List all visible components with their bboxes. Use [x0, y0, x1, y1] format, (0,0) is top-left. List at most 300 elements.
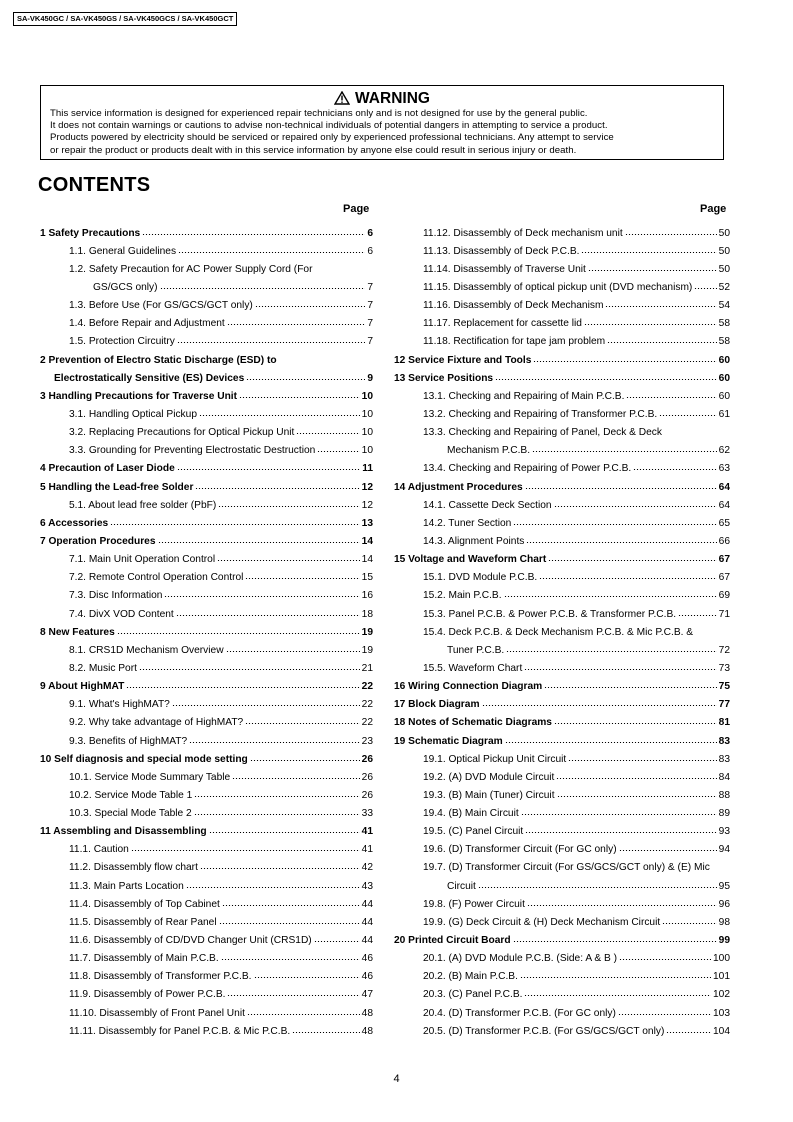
toc-entry-title: 11.16. Disassembly of Deck Mechanism	[423, 300, 604, 312]
toc-entry[interactable]	[40, 859, 373, 877]
toc-entry[interactable]	[394, 732, 730, 750]
dot-leader	[554, 723, 717, 724]
toc-entry[interactable]	[394, 968, 730, 986]
dot-leader	[520, 977, 711, 978]
dot-leader	[110, 524, 360, 525]
toc-entry[interactable]	[40, 968, 373, 986]
warning-box	[40, 85, 724, 160]
toc-entry-page: 14	[361, 554, 373, 566]
toc-entry[interactable]	[40, 1004, 373, 1022]
toc-entry-title: 5 Handling the Lead-free Solder	[40, 481, 194, 493]
toc-entry[interactable]	[394, 805, 730, 823]
toc-entry-page: 7	[367, 300, 373, 312]
toc-entry[interactable]	[40, 605, 373, 623]
toc-entry-page: 10	[361, 445, 373, 457]
toc-entry-title: 6 Accessories	[40, 517, 109, 529]
toc-entry-page: 89	[718, 808, 730, 820]
dot-leader	[317, 451, 359, 452]
dot-leader	[618, 1014, 711, 1015]
dot-leader	[164, 596, 359, 597]
toc-entry-title: 3.1. Handling Optical Pickup	[69, 408, 197, 420]
toc-entry[interactable]	[394, 460, 730, 478]
toc-entry[interactable]	[40, 587, 373, 605]
toc-entry[interactable]	[40, 696, 373, 714]
toc-entry[interactable]	[394, 224, 730, 242]
toc-entry-title: 15.1. DVD Module P.C.B.	[423, 572, 538, 584]
toc-entry-title: 1.1. General Guidelines	[69, 245, 177, 257]
dot-leader	[227, 324, 366, 325]
toc-entry[interactable]	[394, 551, 730, 569]
toc-entry[interactable]	[40, 877, 373, 895]
toc-entry-title: 19 Schematic Diagram	[394, 735, 503, 747]
toc-entry-title: Tuner P.C.B.	[447, 644, 505, 656]
toc-entry[interactable]	[394, 986, 730, 1004]
toc-entry-page: 61	[718, 408, 730, 420]
toc-entry[interactable]	[394, 424, 730, 442]
dot-leader	[199, 415, 360, 416]
toc-entry-title: 11.6. Disassembly of CD/DVD Changer Unit (CRS1D)	[69, 935, 312, 947]
toc-entry[interactable]	[40, 569, 373, 587]
contents-title: CONTENTS	[38, 174, 151, 196]
toc-entry-page: 18	[361, 608, 373, 620]
dot-leader	[186, 887, 360, 888]
toc-entry-page: 64	[718, 481, 730, 493]
toc-entry-title: 5.1. About lead free solder (PbF)	[69, 499, 217, 511]
dot-leader	[200, 868, 360, 869]
toc-entry-title: 20.2. (B) Main P.C.B.	[423, 971, 518, 983]
toc-entry[interactable]	[40, 424, 373, 442]
dot-leader	[195, 488, 359, 489]
dot-leader	[194, 814, 360, 815]
toc-entry[interactable]	[40, 297, 373, 315]
toc-entry-title: 13.4. Checking and Repairing of Power P.C.B.	[423, 463, 632, 475]
toc-entry-title: 15 Voltage and Waveform Chart	[394, 554, 547, 566]
toc-entry-page: 65	[718, 517, 730, 529]
dot-leader	[633, 469, 716, 470]
toc-entry-title: 19.8. (F) Power Circuit	[423, 898, 525, 910]
toc-entry[interactable]	[394, 750, 730, 768]
dot-leader	[625, 234, 717, 235]
toc-entry-title: 1.3. Before Use (For GS/GCS/GCT only)	[69, 300, 253, 312]
toc-entry[interactable]	[394, 605, 730, 623]
page-column-label-left: Page	[343, 203, 370, 215]
dot-leader	[482, 705, 717, 706]
toc-entry-title: 11.1. Caution	[69, 844, 129, 856]
toc-entry[interactable]	[40, 986, 373, 1004]
toc-entry-page: 75	[718, 681, 730, 693]
toc-entry[interactable]	[394, 442, 730, 460]
toc-entry-title: 9.1. What's HighMAT?	[69, 699, 170, 711]
toc-entry[interactable]	[40, 714, 373, 732]
dot-leader	[662, 923, 716, 924]
toc-entry[interactable]	[40, 532, 373, 550]
toc-entry[interactable]	[394, 823, 730, 841]
dot-leader	[177, 342, 365, 343]
toc-entry-title: 14.1. Cassette Deck Section	[423, 499, 552, 511]
toc-entry-title: 11.5. Disassembly of Rear Panel	[69, 916, 217, 928]
toc-entry-page: 83	[718, 753, 730, 765]
toc-entry-page: 11	[362, 463, 373, 475]
toc-entry[interactable]	[394, 514, 730, 532]
dot-leader	[556, 778, 716, 779]
toc-entry-page: 88	[718, 789, 730, 801]
toc-entry-page: 60	[718, 390, 730, 402]
toc-entry[interactable]	[394, 260, 730, 278]
toc-entry-page: 46	[361, 953, 373, 965]
toc-entry-title: 11 Assembling and Disassembling	[40, 826, 207, 838]
dot-leader	[160, 288, 366, 289]
dot-leader	[505, 742, 717, 743]
toc-entry[interactable]	[394, 242, 730, 260]
toc-entry[interactable]	[394, 859, 730, 877]
toc-entry-title: 15.4. Deck P.C.B. & Deck Mechanism P.C.B. & Mic P.C.B. &	[423, 626, 694, 638]
toc-entry[interactable]	[40, 786, 373, 804]
toc-entry[interactable]	[394, 877, 730, 895]
dot-leader	[626, 397, 716, 398]
toc-entry[interactable]	[40, 750, 373, 768]
toc-entry[interactable]	[40, 405, 373, 423]
toc-entry-page: 100	[713, 953, 730, 965]
toc-entry-title: 7.3. Disc Information	[69, 590, 163, 602]
toc-entry-page: 77	[718, 699, 730, 711]
toc-entry-title: 4 Precaution of Laser Diode	[40, 463, 175, 475]
toc-entry-title: 15.2. Main P.C.B.	[423, 590, 502, 602]
toc-entry[interactable]	[40, 278, 373, 296]
toc-entry-page: 94	[718, 844, 730, 856]
dot-leader	[219, 923, 360, 924]
toc-entry-page: 81	[718, 717, 730, 729]
toc-entry-page: 63	[718, 463, 730, 475]
toc-entry[interactable]	[394, 369, 730, 387]
toc-entry[interactable]	[394, 387, 730, 405]
toc-entry-page: 66	[718, 535, 730, 547]
toc-entry-title: 10.2. Service Mode Table 1	[69, 789, 193, 801]
dot-leader	[525, 832, 716, 833]
toc-entry-title: 1.2. Safety Precaution for AC Power Supply Cord (For	[69, 263, 313, 275]
dot-leader	[239, 397, 360, 398]
dot-leader	[548, 560, 716, 561]
toc-entry-title: 11.3. Main Parts Location	[69, 880, 184, 892]
dot-leader	[254, 977, 360, 978]
toc-entry-title: 10.1. Service Mode Summary Table	[69, 771, 231, 783]
toc-entry-title: 19.4. (B) Main Circuit	[423, 808, 519, 820]
toc-column-right	[394, 224, 730, 1040]
toc-entry-title: 11.17. Replacement for cassette lid	[423, 318, 582, 330]
toc-entry[interactable]	[394, 659, 730, 677]
toc-entry-title: 11.15. Disassembly of optical pickup unit (DVD mechanism)	[423, 281, 693, 293]
warning-title	[41, 89, 723, 108]
dot-leader	[694, 288, 716, 289]
toc-entry[interactable]	[40, 678, 373, 696]
toc-entry-title: 17 Block Diagram	[394, 699, 480, 711]
toc-entry-page: 50	[718, 227, 730, 239]
toc-entry-page: 50	[718, 245, 730, 257]
toc-entry[interactable]	[394, 278, 730, 296]
dot-leader	[158, 542, 360, 543]
toc-entry-title: 20.5. (D) Transformer P.C.B. (For GS/GCS/GCT only)	[423, 1025, 665, 1037]
toc-entry[interactable]	[394, 1004, 730, 1022]
toc-entry-title: 20.4. (D) Transformer P.C.B. (For GC only)	[423, 1007, 616, 1019]
toc-entry-page: 23	[361, 735, 373, 747]
dot-leader	[619, 850, 717, 851]
toc-entry-page: 93	[718, 826, 730, 838]
toc-entry-page: 22	[361, 681, 373, 693]
toc-entry[interactable]	[40, 514, 373, 532]
toc-entry[interactable]	[394, 297, 730, 315]
toc-entry-title: 12 Service Fixture and Tools	[394, 354, 532, 366]
dot-leader	[227, 995, 359, 996]
toc-entry[interactable]	[394, 532, 730, 550]
toc-entry[interactable]	[40, 333, 373, 351]
dot-leader	[245, 723, 359, 724]
toc-entry[interactable]	[394, 714, 730, 732]
dot-leader	[178, 252, 365, 253]
toc-entry[interactable]	[394, 1022, 730, 1040]
toc-entry[interactable]	[40, 913, 373, 931]
dot-leader	[246, 379, 365, 380]
toc-entry-page: 26	[361, 753, 373, 765]
toc-entry-title: Mechanism P.C.B.	[447, 445, 531, 457]
dot-leader	[245, 578, 359, 579]
toc-entry[interactable]	[394, 931, 730, 949]
dot-leader	[584, 324, 717, 325]
toc-entry-title: 19.6. (D) Transformer Circuit (For GC only)	[423, 844, 617, 856]
toc-entry-title: 7 Operation Procedures	[40, 535, 156, 547]
warning-line: or repair the product or products dealt with in this service information by anyone else could result in serious injury or death.	[50, 144, 577, 156]
dot-leader	[189, 742, 360, 743]
dot-leader	[217, 560, 360, 561]
toc-entry[interactable]	[40, 478, 373, 496]
dot-leader	[513, 941, 717, 942]
dot-leader	[296, 433, 359, 434]
toc-entry-title: 20.1. (A) DVD Module P.C.B. (Side: A & B )	[423, 953, 618, 965]
toc-entry-page: 95	[718, 880, 730, 892]
toc-entry[interactable]	[394, 678, 730, 696]
toc-entry[interactable]	[40, 369, 373, 387]
toc-entry-page: 60	[718, 354, 730, 366]
toc-entry-page: 41	[361, 844, 373, 856]
toc-entry[interactable]	[40, 805, 373, 823]
dot-leader	[527, 905, 717, 906]
toc-entry[interactable]	[40, 387, 373, 405]
toc-entry[interactable]	[394, 569, 730, 587]
toc-entry-page: 33	[361, 808, 373, 820]
toc-entry-title: 11.8. Disassembly of Transformer P.C.B.	[69, 971, 252, 983]
toc-entry-title: 11.11. Disassembly for Panel P.C.B. & Mic P.C.B.	[69, 1025, 291, 1037]
toc-entry-page: 104	[713, 1025, 730, 1037]
toc-entry-page: 26	[361, 771, 373, 783]
dot-leader	[554, 506, 717, 507]
dot-leader	[524, 669, 716, 670]
dot-leader	[532, 451, 717, 452]
toc-entry-page: 58	[718, 336, 730, 348]
toc-entry[interactable]	[40, 551, 373, 569]
dot-leader	[142, 234, 365, 235]
toc-entry-title: 3.2. Replacing Precautions for Optical Pickup Unit	[69, 427, 295, 439]
toc-entry-title: 7.1. Main Unit Operation Control	[69, 554, 216, 566]
warning-triangle-icon	[334, 91, 350, 105]
toc-entry-title: GS/GCS only)	[93, 281, 158, 293]
dot-leader	[221, 959, 360, 960]
dot-leader	[218, 506, 359, 507]
dot-leader	[250, 760, 360, 761]
toc-entry[interactable]	[40, 895, 373, 913]
dot-leader	[314, 941, 360, 942]
toc-entry[interactable]	[394, 333, 730, 351]
toc-entry-page: 58	[718, 318, 730, 330]
dot-leader	[588, 270, 717, 271]
toc-entry[interactable]	[394, 696, 730, 714]
toc-entry[interactable]	[40, 823, 373, 841]
toc-entry-title: 11.14. Disassembly of Traverse Unit	[423, 263, 586, 275]
toc-entry[interactable]	[40, 1022, 373, 1040]
toc-entry[interactable]	[40, 496, 373, 514]
dot-leader	[533, 361, 716, 362]
toc-entry-page: 67	[718, 554, 730, 566]
toc-entry-title: 9 About HighMAT	[40, 681, 125, 693]
toc-entry-title: 14 Adjustment Procedures	[394, 481, 523, 493]
toc-entry-page: 12	[361, 499, 373, 511]
toc-entry-title: 14.2. Tuner Section	[423, 517, 512, 529]
toc-entry-page: 9	[367, 372, 373, 384]
toc-entry-title: 7.2. Remote Control Operation Control	[69, 572, 244, 584]
toc-entry-page: 19	[361, 626, 373, 638]
dot-leader	[539, 578, 716, 579]
toc-entry[interactable]	[40, 931, 373, 949]
toc-entry-page: 69	[718, 590, 730, 602]
toc-entry-page: 71	[718, 608, 730, 620]
toc-entry-title: 19.3. (B) Main (Tuner) Circuit	[423, 789, 555, 801]
dot-leader	[194, 796, 359, 797]
toc-entry-page: 10	[361, 427, 373, 439]
toc-entry[interactable]	[394, 315, 730, 333]
toc-entry[interactable]	[394, 786, 730, 804]
warning-line: This service information is designed for experienced repair technicians only and is not designed for use by the general public.	[50, 108, 588, 119]
toc-entry-page: 48	[361, 1025, 373, 1037]
toc-entry-page: 96	[718, 898, 730, 910]
dot-leader	[117, 633, 360, 634]
toc-entry[interactable]	[394, 405, 730, 423]
toc-entry-title: 16 Wiring Connection Diagram	[394, 681, 543, 693]
toc-entry-title: 13 Service Positions	[394, 372, 494, 384]
toc-entry-page: 7	[367, 318, 373, 330]
toc-entry[interactable]	[394, 496, 730, 514]
toc-entry-page: 84	[718, 771, 730, 783]
toc-entry[interactable]	[40, 460, 373, 478]
toc-entry-title: 11.12. Disassembly of Deck mechanism unit	[423, 227, 623, 239]
toc-entry-title: Electrostatically Sensitive (ES) Devices	[54, 372, 245, 384]
dot-leader	[619, 959, 711, 960]
dot-leader	[581, 252, 716, 253]
dot-leader	[222, 905, 360, 906]
toc-entry[interactable]	[40, 659, 373, 677]
toc-entry[interactable]	[394, 351, 730, 369]
toc-entry-title: Circuit	[447, 880, 476, 892]
toc-entry-title: 7.4. DivX VOD Content	[69, 608, 174, 620]
toc-entry-page: 26	[361, 789, 373, 801]
toc-entry[interactable]	[394, 950, 730, 968]
toc-entry[interactable]	[394, 841, 730, 859]
toc-entry-title: 13.1. Checking and Repairing of Main P.C.B.	[423, 390, 625, 402]
toc-entry-title: 19.7. (D) Transformer Circuit (For GS/GCS/GCT only) & (E) Mic	[423, 862, 710, 874]
toc-entry-title: 10 Self diagnosis and special mode setting	[40, 753, 248, 765]
toc-entry[interactable]	[40, 351, 373, 369]
toc-entry[interactable]	[40, 950, 373, 968]
toc-entry-page: 48	[361, 1007, 373, 1019]
toc-entry-page: 41	[361, 826, 373, 838]
toc-entry-page: 103	[713, 1007, 730, 1019]
toc-entry-title: 13.2. Checking and Repairing of Transformer P.C.B.	[423, 408, 658, 420]
dot-leader	[524, 995, 711, 996]
toc-entry[interactable]	[394, 623, 730, 641]
toc-entry-title: 9.2. Why take advantage of HighMAT?	[69, 717, 244, 729]
toc-entry[interactable]	[394, 895, 730, 913]
toc-entry[interactable]	[40, 224, 373, 242]
toc-entry[interactable]	[40, 315, 373, 333]
toc-entry[interactable]	[40, 260, 373, 278]
toc-entry-page: 7	[367, 336, 373, 348]
toc-entry[interactable]	[40, 442, 373, 460]
dot-leader	[226, 651, 360, 652]
toc-entry[interactable]	[40, 623, 373, 641]
toc-entry-title: 19.1. Optical Pickup Unit Circuit	[423, 753, 567, 765]
toc-entry[interactable]	[40, 242, 373, 260]
toc-entry-title: 14.3. Alignment Points	[423, 535, 525, 547]
dot-leader	[478, 887, 717, 888]
warning-title-text: WARNING	[355, 90, 430, 107]
toc-entry[interactable]	[394, 768, 730, 786]
toc-entry-title: 13.3. Checking and Repairing of Panel, Deck & Deck	[423, 427, 662, 439]
dot-leader	[126, 687, 359, 688]
toc-entry-page: 44	[361, 898, 373, 910]
toc-entry-page: 19	[361, 644, 373, 656]
toc-entry-title: 19.2. (A) DVD Module Circuit	[423, 771, 555, 783]
toc-entry[interactable]	[394, 587, 730, 605]
dot-leader	[247, 1014, 360, 1015]
toc-entry[interactable]	[40, 732, 373, 750]
warning-line: It does not contain warnings or cautions to advise non-technical individuals of potential dangers in attempting to service a product.	[50, 120, 608, 132]
dot-leader	[292, 1032, 359, 1033]
toc-entry-title: 3 Handling Precautions for Traverse Unit	[40, 390, 238, 402]
toc-entry[interactable]	[394, 478, 730, 496]
page-column-label-right: Page	[700, 203, 727, 215]
toc-entry-page: 98	[718, 916, 730, 928]
dot-leader	[504, 596, 717, 597]
toc-entry[interactable]	[40, 841, 373, 859]
dot-leader	[172, 705, 360, 706]
toc-entry[interactable]	[394, 641, 730, 659]
toc-entry-title: 10.3. Special Mode Table 2	[69, 808, 192, 820]
toc-entry-title: 11.13. Disassembly of Deck P.C.B.	[423, 245, 580, 257]
toc-entry-page: 72	[718, 644, 730, 656]
dot-leader	[209, 832, 360, 833]
toc-entry-page: 46	[361, 971, 373, 983]
toc-entry-page: 43	[361, 880, 373, 892]
dot-leader	[666, 1032, 711, 1033]
toc-entry-page: 47	[361, 989, 373, 1001]
toc-entry-title: 20.3. (C) Panel P.C.B.	[423, 989, 523, 1001]
dot-leader	[526, 542, 716, 543]
toc-entry-page: 60	[718, 372, 730, 384]
toc-entry[interactable]	[40, 641, 373, 659]
toc-entry[interactable]	[394, 913, 730, 931]
toc-entry-page: 7	[367, 281, 373, 293]
dot-leader	[495, 379, 717, 380]
toc-entry[interactable]	[40, 768, 373, 786]
toc-entry-title: 3.3. Grounding for Preventing Electrostatic Destruction	[69, 445, 316, 457]
toc-entry-title: 9.3. Benefits of HighMAT?	[69, 735, 188, 747]
dot-leader	[607, 342, 717, 343]
